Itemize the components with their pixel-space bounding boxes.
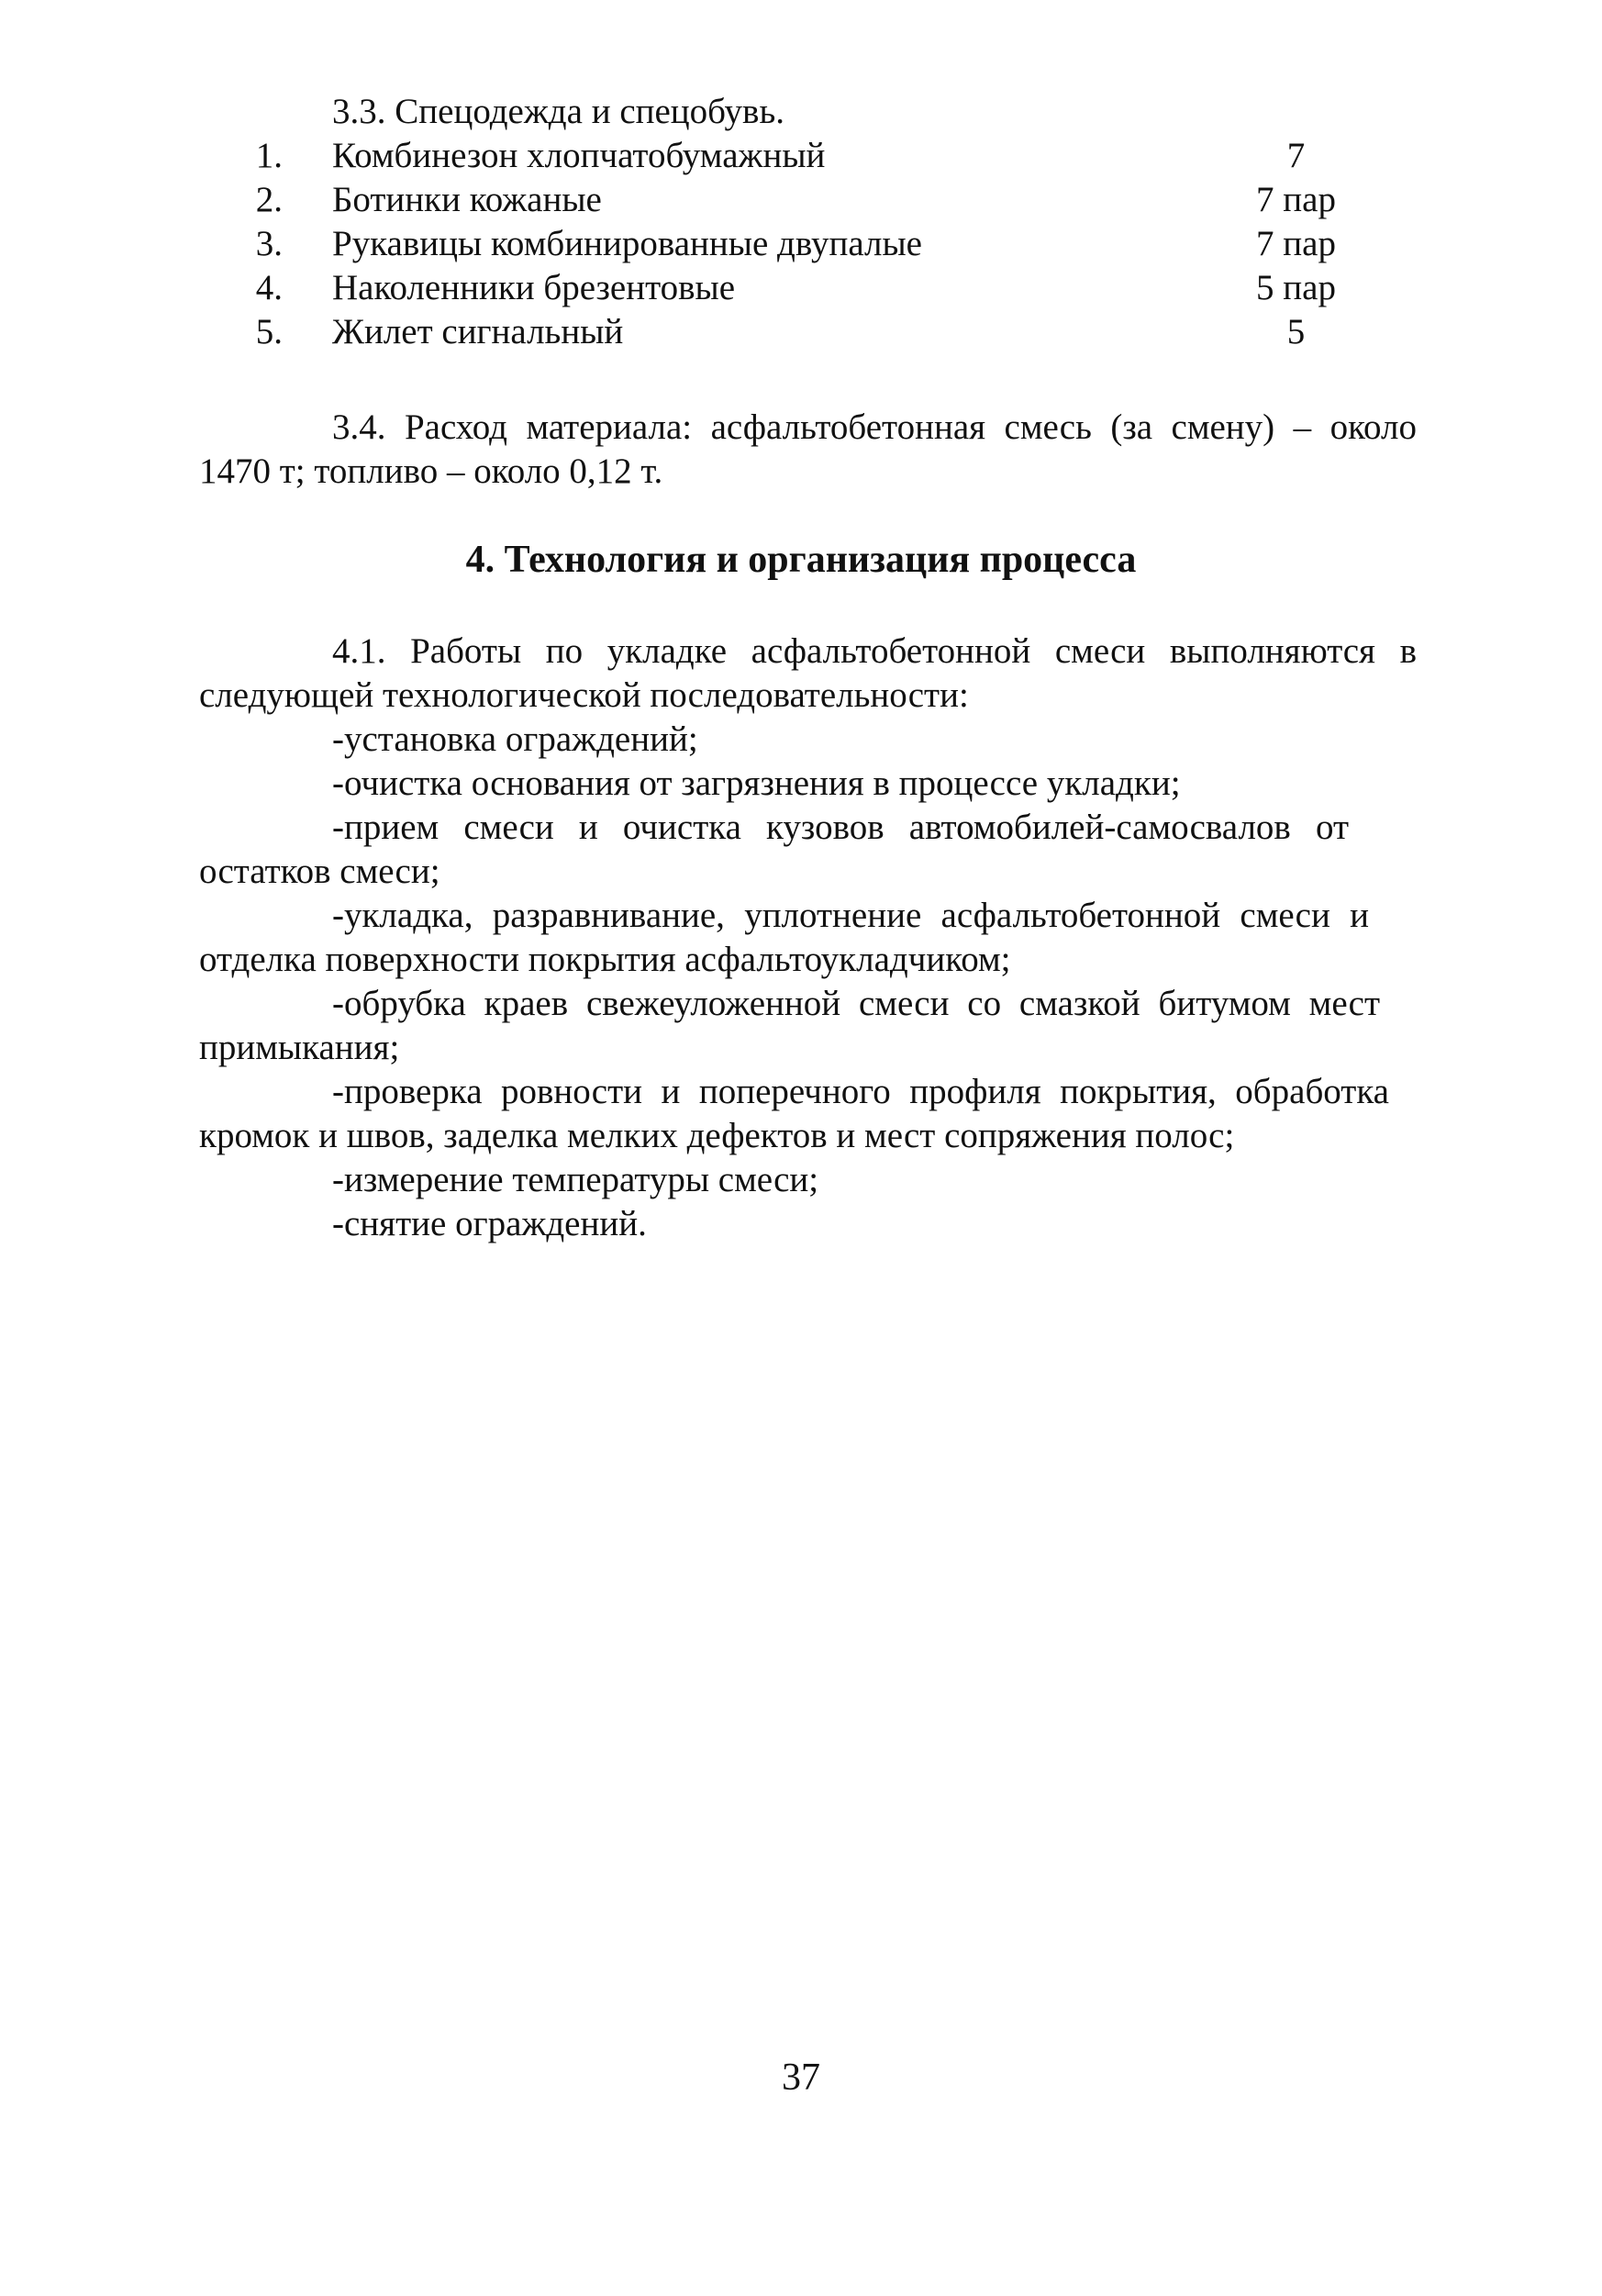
process-step-continuation: кромок и швов, заделка мелких дефектов и мест сопряжения полос; — [199, 1116, 1235, 1155]
page-number: 37 — [782, 2056, 820, 2099]
process-step: -обрубка краев свежеуложенной смеси со смазкой битумом мест — [332, 984, 1380, 1023]
process-step-continuation: остатков смеси; — [199, 852, 440, 891]
process-step-continuation: отделка поверхности покрытия асфальтоукладчиком; — [199, 940, 1011, 979]
list-item-name: Жилет сигнальный — [332, 312, 624, 351]
section-4-heading: 4. Технология и организация процесса — [465, 539, 1137, 581]
list-item-quantity: 5 — [1286, 312, 1306, 351]
list-item-number: 2. — [255, 180, 283, 219]
process-step: -измерение температуры смеси; — [332, 1160, 819, 1199]
section-3-4-line-2: 1470 т; топливо – около 0,12 т. — [199, 451, 663, 491]
process-step: -установка ограждений; — [332, 719, 698, 759]
list-item-number: 5. — [255, 312, 283, 351]
list-item-name: Ботинки кожаные — [332, 180, 602, 219]
process-step: -очистка основания от загрязнения в процессе укладки; — [332, 763, 1181, 803]
section-4-1-intro-line-2: следующей технологической последовательности: — [199, 675, 969, 715]
process-step: -прием смеси и очистка кузовов автомобилей-самосвалов от — [332, 808, 1349, 847]
list-item-number: 4. — [255, 268, 283, 307]
process-step: -проверка ровности и поперечного профиля покрытия, обработка — [332, 1072, 1389, 1111]
section-4-1-intro-line-1: 4.1. Работы по укладке асфальтобетонной смеси выполняются в — [332, 631, 1417, 671]
list-item-quantity: 7 пар — [1256, 224, 1336, 263]
list-item-number: 3. — [255, 224, 283, 263]
list-item-name: Комбинезон хлопчатобумажный — [332, 136, 826, 175]
list-item-number: 1. — [255, 136, 283, 175]
process-step: -укладка, разравнивание, уплотнение асфальтобетонной смеси и — [332, 896, 1369, 935]
list-item-quantity: 5 пар — [1256, 268, 1336, 307]
list-item-quantity: 7 пар — [1256, 180, 1336, 219]
process-step: -снятие ограждений. — [332, 1204, 647, 1243]
list-item-name: Рукавицы комбинированные двупалые — [332, 224, 922, 263]
section-3-3-title: 3.3. Спецодежда и спецобувь. — [332, 92, 784, 131]
process-step-continuation: примыкания; — [199, 1028, 400, 1067]
list-item-quantity: 7 — [1286, 136, 1306, 175]
section-3-4-line-1: 3.4. Расход материала: асфальтобетонная смесь (за смену) – около — [332, 407, 1417, 447]
list-item-name: Наколенники брезентовые — [332, 268, 736, 307]
